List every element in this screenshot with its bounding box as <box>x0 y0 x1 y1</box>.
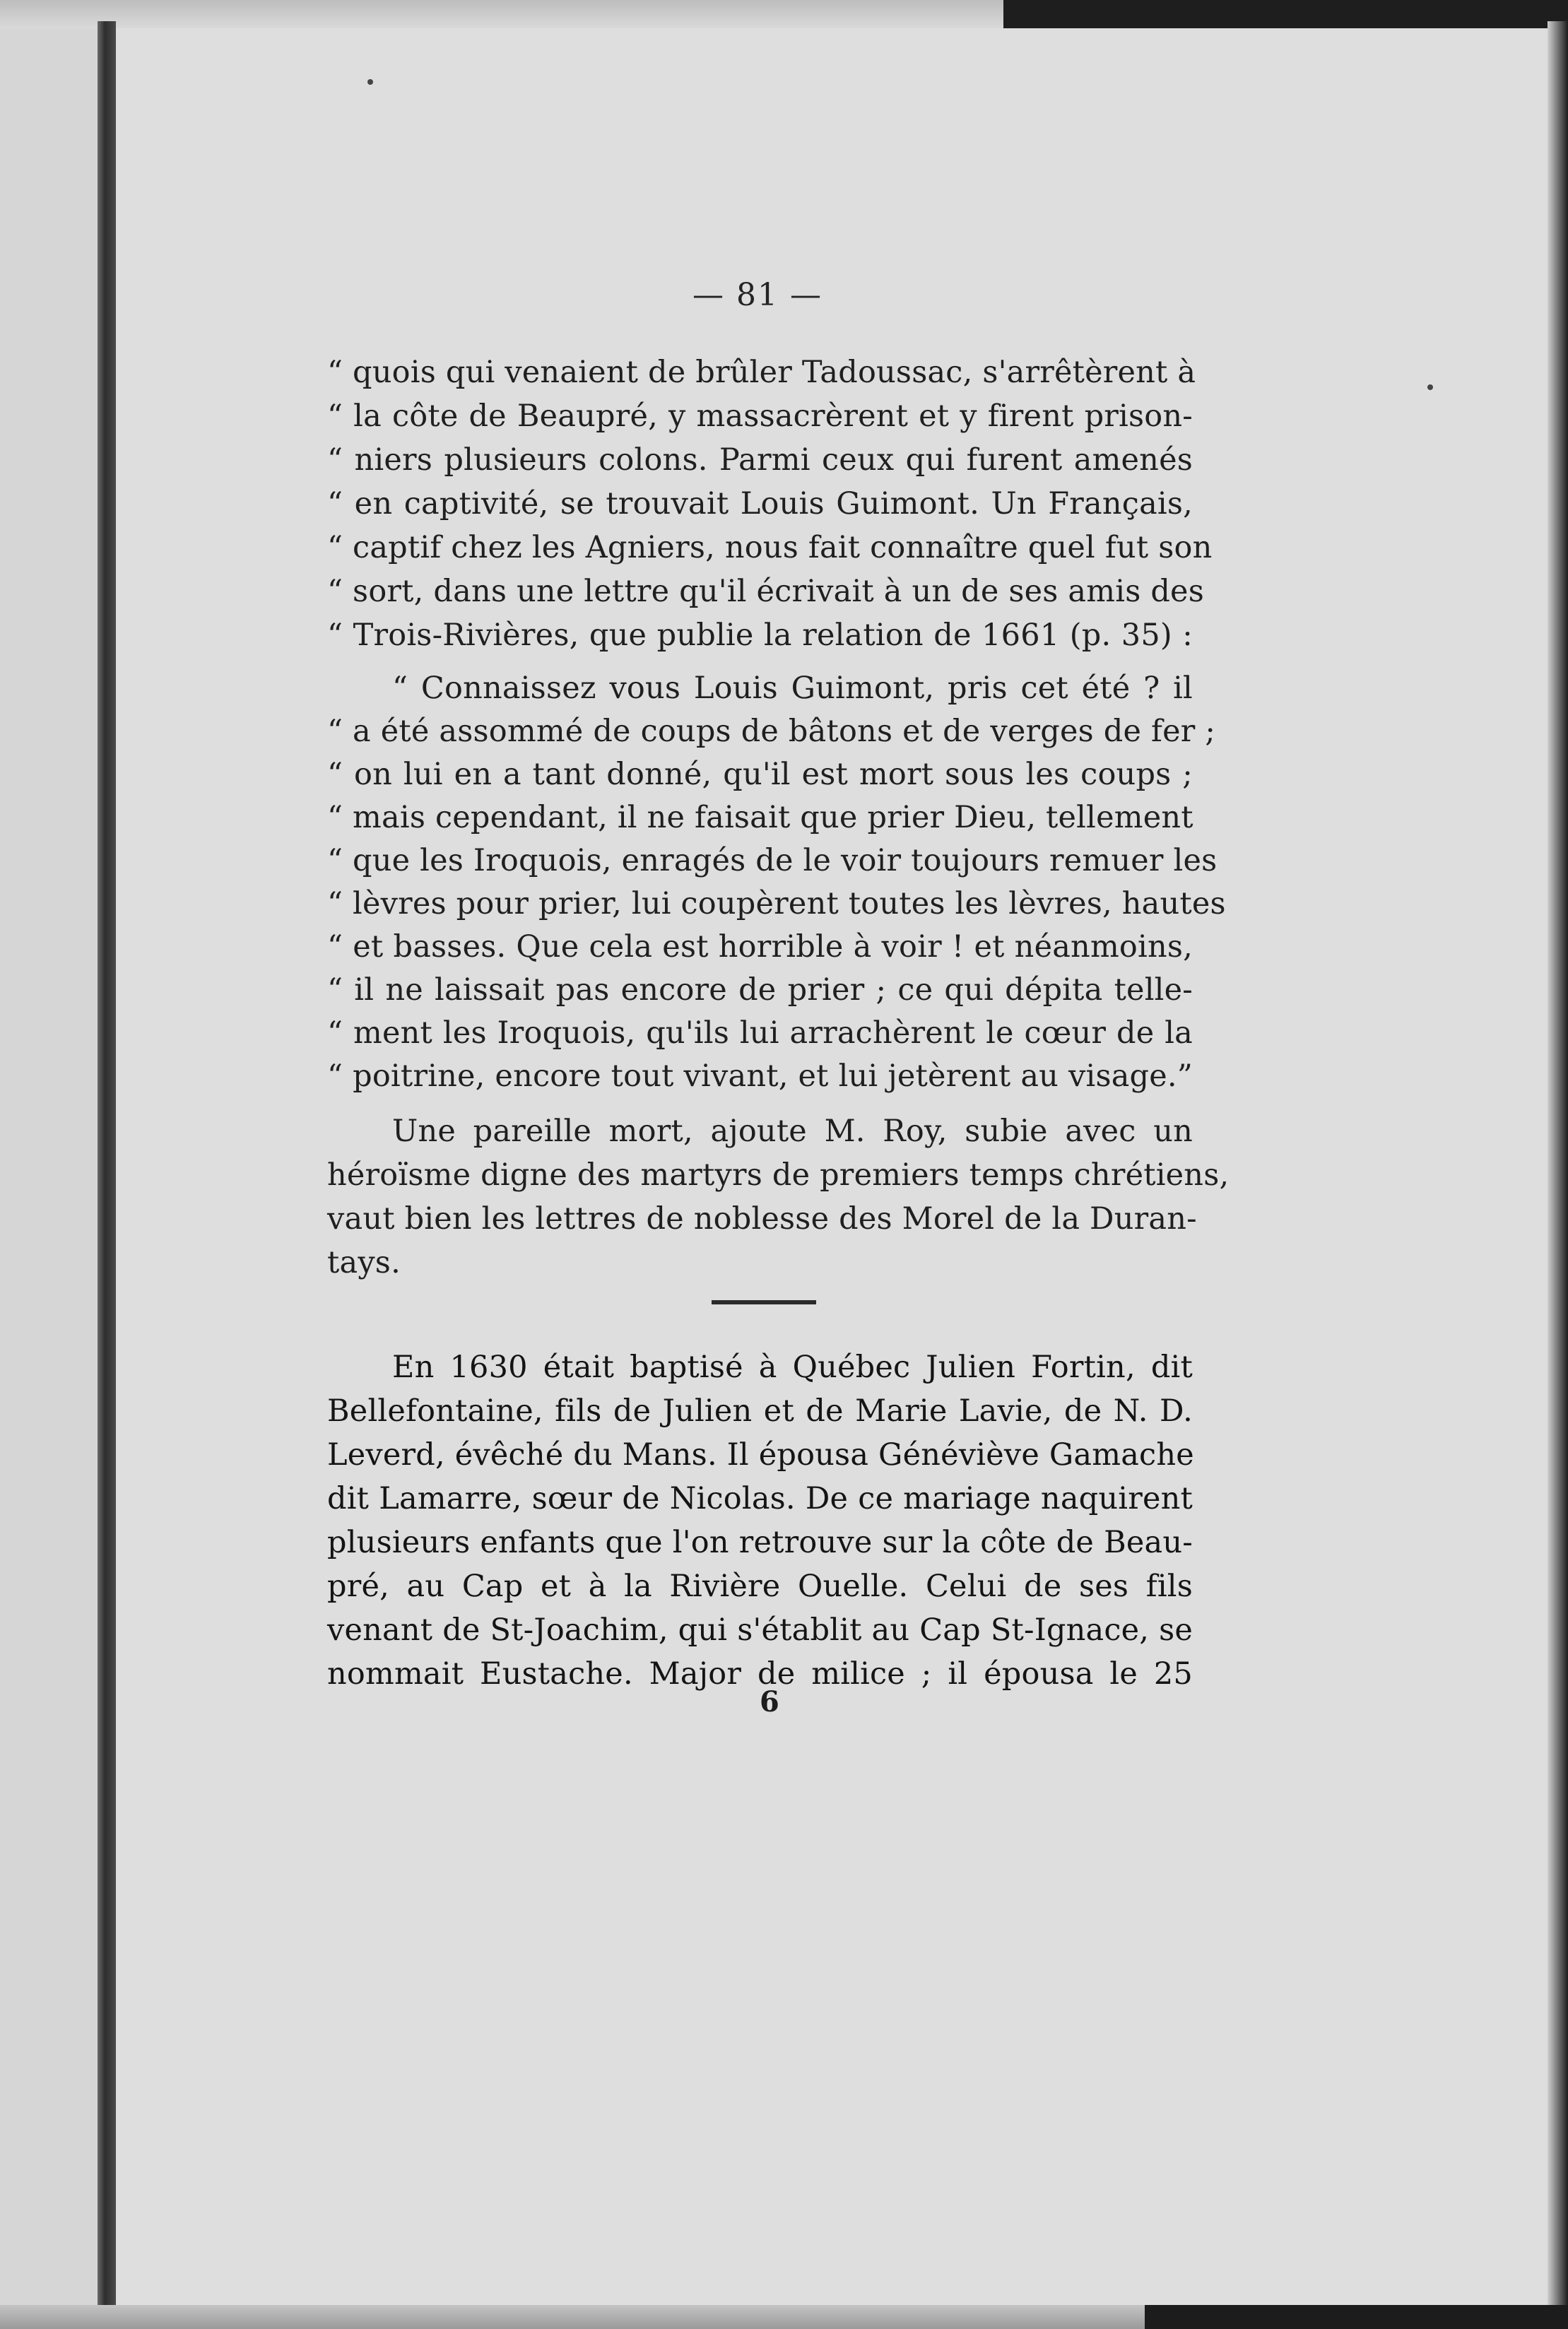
text-line: venant de St-Joachim, qui s'établit au Cap St-Ignace, se <box>327 1612 1193 1648</box>
text-line: “ niers plusieurs colons. Parmi ceux qui furent amenés <box>327 442 1193 478</box>
text-line: dit Lamarre, sœur de Nicolas. De ce mariage naquirent <box>327 1481 1193 1516</box>
page-number-header: — 81 — <box>692 277 823 313</box>
text-line: “ poitrine, encore tout vivant, et lui jetèrent au visage.” <box>327 1059 1193 1094</box>
text-line: “ a été assommé de coups de bâtons et de verges de fer ; <box>327 714 1216 749</box>
quoted-letter <box>327 667 1226 1098</box>
text-line: “ lèvres pour prier, lui coupèrent toutes les lèvres, hautes <box>327 886 1226 921</box>
scan-left-margin <box>0 0 99 2329</box>
text-line: Leverd, évêché du Mans. Il épousa Généviève Gamache <box>327 1437 1194 1473</box>
text-line: “ la côte de Beaupré, y massacrèrent et y firent prison- <box>327 399 1193 434</box>
text-line: “ on lui en a tant donné, qu'il est mort sous les coups ; <box>327 757 1193 792</box>
scan-bottom-edge <box>0 2305 1145 2329</box>
text-line: pré, au Cap et à la Rivière Ouelle. Celui de ses fils <box>327 1569 1193 1604</box>
paragraph-continued-quote <box>327 350 1213 657</box>
scan-top-edge-dark <box>1003 0 1568 28</box>
text-line: “ ment les Iroquois, qu'ils lui arrachèrent le cœur de la <box>327 1015 1193 1051</box>
text-line: “ Trois-Rivières, que publie la relation de 1661 (p. 35) : <box>327 618 1193 653</box>
scan-bottom-edge-dark <box>1145 2305 1568 2329</box>
section-separator-rule <box>712 1300 816 1304</box>
scan-top-edge <box>0 0 1003 28</box>
paragraph-fortin <box>327 1345 1193 1696</box>
text-line: “ et basses. Que cela est horrible à voir ! et néanmoins, <box>327 929 1193 965</box>
scan-right-edge <box>1548 21 1568 2311</box>
text-line: “ sort, dans une lettre qu'il écrivait à un de ses amis des <box>327 574 1204 609</box>
text-line: “ quois qui venaient de brûler Tadoussac, s'arrêtèrent à <box>327 355 1196 390</box>
text-line: “ que les Iroquois, enragés de le voir toujours remuer les <box>327 843 1218 878</box>
paragraph-commentary <box>327 1109 1230 1285</box>
text-line: En 1630 était baptisé à Québec Julien Fortin, dit <box>392 1350 1193 1385</box>
signature-mark: 6 <box>760 1685 779 1718</box>
scan-speck <box>367 79 373 85</box>
text-line: tays. <box>327 1245 401 1280</box>
text-line: nommait Eustache. Major de milice ; il épousa le 25 <box>327 1656 1193 1692</box>
scan-speck <box>1427 384 1433 390</box>
text-line: “ il ne laissait pas encore de prier ; ce qui dépita telle- <box>327 972 1193 1008</box>
text-line: plusieurs enfants que l'on retrouve sur la côte de Beau- <box>327 1525 1193 1560</box>
text-line: héroïsme digne des martyrs de premiers temps chrétiens, <box>327 1157 1230 1193</box>
text-line: vaut bien les lettres de noblesse des Morel de la Duran- <box>327 1201 1197 1237</box>
text-line: “ en captivité, se trouvait Louis Guimont. Un Français, <box>327 486 1193 521</box>
text-line: “ captif chez les Agniers, nous fait connaître quel fut son <box>327 530 1213 565</box>
text-line: Bellefontaine, fils de Julien et de Marie Lavie, de N. D. <box>327 1393 1193 1429</box>
text-line: “ mais cependant, il ne faisait que prier Dieu, tellement <box>327 800 1193 835</box>
text-line: Une pareille mort, ajoute M. Roy, subie avec un <box>392 1114 1193 1149</box>
book-spine-shadow <box>98 21 116 2311</box>
text-line: “ Connaissez vous Louis Guimont, pris cet été ? il <box>392 671 1193 706</box>
